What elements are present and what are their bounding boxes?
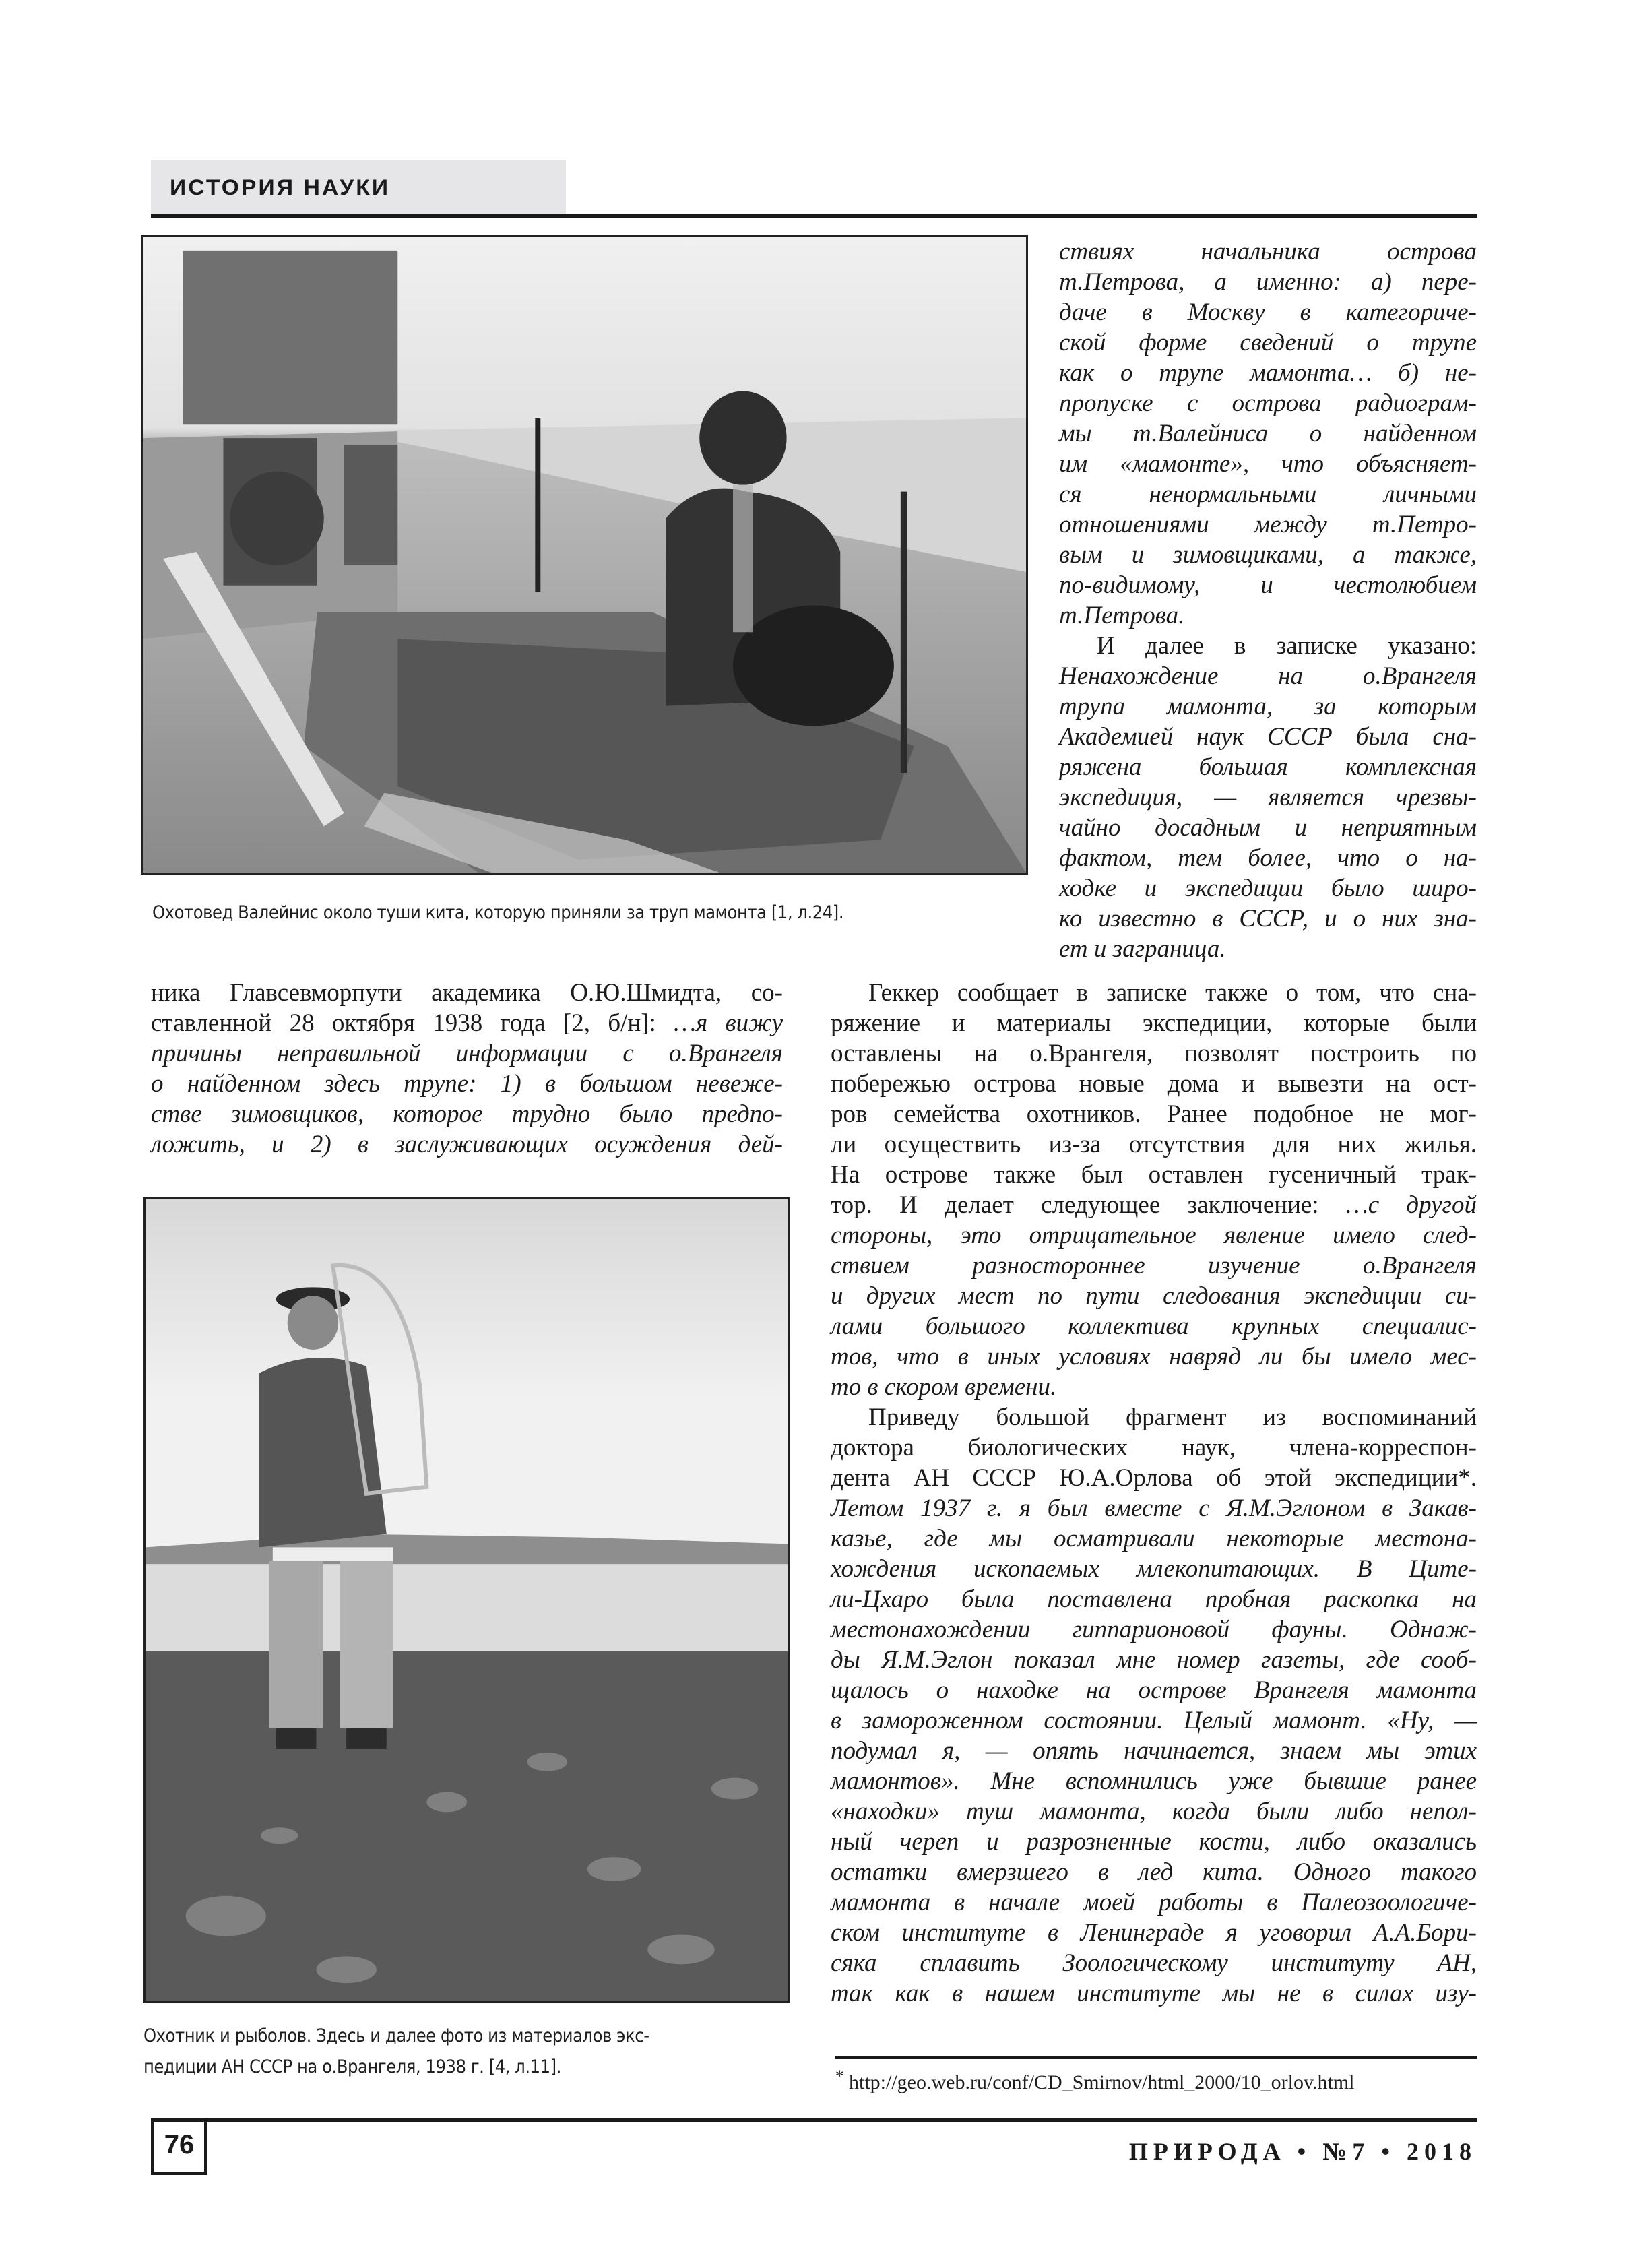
- text-line: Ненахождение на о.Врангеля: [1059, 662, 1477, 690]
- text-line: отношениями между т.Петро-: [1059, 511, 1477, 538]
- photo-hunter: [143, 1197, 790, 2003]
- text-run: причины неправильной информации с о.Врангеля: [151, 1040, 783, 1067]
- text-line: даче в Москву в категориче-: [1059, 298, 1477, 326]
- text-run: казье, где мы осматривали некоторые местона-: [831, 1525, 1477, 1552]
- text-run: о найденном здесь трупе: 1) в большом невеже-: [151, 1070, 783, 1098]
- text-line: [831, 1857, 1477, 1887]
- section-title: ИСТОРИЯ НАУКИ: [170, 175, 391, 199]
- text-run: «находки» туш мамонта, когда были либо непол-: [831, 1798, 1477, 1825]
- text-line: И далее в записке указано:: [1097, 632, 1477, 660]
- photo-whale-carcass: [141, 235, 1028, 875]
- text-line: [831, 1523, 1477, 1554]
- text-run: побережью острова новые дома и вывезти на ост-: [831, 1070, 1477, 1098]
- photo-whale-carcass-caption: Охотовед Валейнис около туши кита, которую приняли за труп мамонта [1, л.24].: [152, 902, 844, 923]
- text-line: [831, 1008, 1477, 1038]
- text-line: вым и зимовщиками, а также,: [1059, 541, 1477, 569]
- text-line: как о трупе мамонта… б) не-: [1059, 359, 1477, 387]
- text-line: [831, 1402, 1477, 1432]
- text-run: то в скором времени.: [831, 1373, 1057, 1401]
- text-run: …с другой: [1345, 1191, 1477, 1219]
- photo-hunter-caption-line: Охотник и рыболов. Здесь и далее фото из материалов экс-: [143, 2025, 649, 2046]
- text-run: Геккер сообщает в записке также о том, что сна-: [868, 979, 1477, 1007]
- footnote-rule: [835, 2056, 1477, 2059]
- text-run: в замороженном состоянии. Целый мамонт. «Ну, —: [831, 1707, 1477, 1734]
- text-line: [831, 1372, 1477, 1402]
- text-run: щалось о находке на острове Врангеля мамонта: [831, 1676, 1477, 1704]
- text-column-left: [151, 978, 783, 1160]
- text-line: [831, 1220, 1477, 1251]
- text-line: [831, 1463, 1477, 1493]
- text-run: лами большого коллектива крупных специалис-: [831, 1313, 1477, 1340]
- text-line: Академией наук СССР была сна-: [1059, 723, 1477, 751]
- text-line: [831, 1342, 1477, 1372]
- text-run: ряжение и материалы экспедиции, которые были: [831, 1009, 1477, 1037]
- text-run: Летом 1937 г. я был вместе с Я.М.Эглоном в Закав-: [831, 1494, 1477, 1522]
- text-run: ника Главсевморпути академика О.Ю.Шмидта, со-: [151, 979, 783, 1007]
- text-run: На острове также был оставлен гусеничный трак-: [831, 1161, 1477, 1189]
- text-run: тов, что в иных условиях навряд ли бы имело мес-: [831, 1343, 1477, 1371]
- text-line: [831, 1493, 1477, 1523]
- text-line: пропуске с острова радиограм-: [1059, 389, 1477, 417]
- text-line: т.Петрова, а именно: а) пере-: [1059, 268, 1477, 296]
- text-column-right: [831, 978, 1477, 2009]
- text-line: [831, 1948, 1477, 1978]
- text-run: ли-Цхаро была поставлена пробная раскопка на: [831, 1585, 1477, 1613]
- text-line: [831, 1432, 1477, 1463]
- text-line: [831, 1827, 1477, 1857]
- text-run: …я вижу: [674, 1009, 783, 1037]
- text-line: по-видимому, и честолюбием: [1059, 571, 1477, 599]
- text-line: т.Петрова.: [1059, 602, 1185, 629]
- text-line: им «мамонте», что объясняет-: [1059, 450, 1477, 478]
- journal-issue: ПРИРОДА • №7 • 2018: [1128, 2138, 1477, 2165]
- text-line: [831, 1584, 1477, 1614]
- text-run: оставлены на о.Врангеля, позволят построить по: [831, 1040, 1477, 1067]
- text-line: [831, 1160, 1477, 1190]
- text-run: ском институте в Ленинграде я уговорил А.А.Бори-: [831, 1919, 1477, 1947]
- text-line: [831, 1736, 1477, 1766]
- text-line: [831, 1645, 1477, 1675]
- text-line: ской форме сведений о трупе: [1059, 329, 1477, 356]
- text-line: [831, 1887, 1477, 1918]
- text-line: [151, 1069, 783, 1099]
- footer-rule: [151, 2118, 1477, 2122]
- text-run: хождения ископаемых млекопитающих. В Ците-: [831, 1555, 1477, 1583]
- text-line: ет и заграница.: [1059, 935, 1226, 963]
- text-run: сяка сплавить Зоологическому институту АН,: [831, 1949, 1477, 1977]
- photo-hunter-image: [146, 1199, 788, 2001]
- text-line: ряжена большая комплексная: [1059, 753, 1477, 781]
- text-line: ся ненормальными личными: [1059, 480, 1477, 508]
- text-line: [151, 1099, 783, 1129]
- text-line: [831, 1675, 1477, 1705]
- photo-hunter-caption-line: педиции АН СССР на о.Врангеля, 1938 г. [4, л.11].: [143, 2056, 561, 2077]
- text-run: ложить, и 2) в заслуживающих осуждения дей-: [151, 1131, 783, 1158]
- text-line: [151, 978, 783, 1008]
- text-run: ствием разностороннее изучение о.Врангеля: [831, 1252, 1477, 1280]
- text-line: ствиях начальника острова: [1059, 238, 1477, 265]
- text-line: трупа мамонта, за которым: [1059, 693, 1477, 720]
- text-run: ров семейства охотников. Ранее подобное не мог-: [831, 1100, 1477, 1128]
- text-line: [831, 1614, 1477, 1645]
- text-line: [151, 1038, 783, 1069]
- text-run: мамонтов». Мне вспомнились уже бывшие ранее: [831, 1767, 1477, 1795]
- text-line: [831, 1129, 1477, 1160]
- text-run: ды Я.М.Эглон показал мне номер газеты, где сооб-: [831, 1646, 1477, 1674]
- text-run: дента АН СССР Ю.А.Орлова об этой экспедиции*.: [831, 1464, 1477, 1492]
- text-line: [831, 1069, 1477, 1099]
- text-line: [831, 1796, 1477, 1827]
- footnote-link[interactable]: http://geo.web.ru/conf/CD_Smirnov/html_2000/10_orlov.html: [849, 2071, 1355, 2093]
- page-number: 76: [164, 2130, 195, 2160]
- text-run: ставленной 28 октября 1938 года [2, б/н]:: [151, 1009, 674, 1037]
- text-line: [831, 1311, 1477, 1342]
- text-column-top-right: [1059, 237, 1477, 964]
- text-run: подумал я, — опять начинается, знаем мы этих: [831, 1737, 1477, 1765]
- text-line: фактом, тем более, что о на-: [1059, 844, 1477, 872]
- text-line: [831, 1281, 1477, 1311]
- text-run: стороны, это отрицательное явление имело след-: [831, 1222, 1477, 1249]
- text-run: доктора биологических наук, члена-корреспон-: [831, 1434, 1477, 1461]
- text-run: стве зимовщиков, которое трудно было предпо-: [151, 1100, 783, 1128]
- footnote-marker: *: [835, 2067, 844, 2085]
- text-run: тор. И делает следующее заключение:: [831, 1191, 1346, 1219]
- footnote: [835, 2063, 1355, 2096]
- text-line: [831, 1705, 1477, 1736]
- text-line: [831, 978, 1477, 1008]
- text-line: [151, 1129, 783, 1160]
- text-line: [831, 1251, 1477, 1281]
- text-run: и других мест по пути следования экспедиции си-: [831, 1282, 1477, 1310]
- text-line: экспедиция, — является чрезвы-: [1059, 784, 1477, 811]
- text-line: [831, 1038, 1477, 1069]
- text-line: [151, 1008, 783, 1038]
- text-run: так как в нашем институте мы не в силах изу-: [831, 1980, 1477, 2007]
- text-run: мамонта в начале моей работы в Палеозоологиче-: [831, 1889, 1477, 1916]
- text-run: местонахождении гиппарионовой фауны. Однаж-: [831, 1616, 1477, 1643]
- text-run: ный череп и разрозненные кости, либо оказались: [831, 1828, 1477, 1856]
- text-line: [831, 1918, 1477, 1948]
- text-run: остатки вмерзшего в лед кита. Одного такого: [831, 1858, 1477, 1886]
- photo-whale-carcass-image: [143, 237, 1026, 873]
- text-line: [831, 1099, 1477, 1129]
- text-line: чайно досадным и неприятным: [1059, 814, 1477, 842]
- text-run: Приведу большой фрагмент из воспоминаний: [868, 1404, 1477, 1431]
- text-line: ко известно в СССР, и о них зна-: [1059, 905, 1477, 933]
- text-line: мы т.Валейниса о найденном: [1059, 420, 1477, 447]
- text-line: [831, 1978, 1477, 2009]
- header-rule: [151, 214, 1477, 218]
- text-line: [831, 1554, 1477, 1584]
- text-line: [831, 1190, 1477, 1220]
- photo-hunter-caption: [143, 2021, 649, 2083]
- text-run: ли осуществить из-за отсутствия для них жилья.: [831, 1131, 1477, 1158]
- text-line: ходке и экспедиции было широ-: [1059, 875, 1477, 902]
- text-line: [831, 1766, 1477, 1796]
